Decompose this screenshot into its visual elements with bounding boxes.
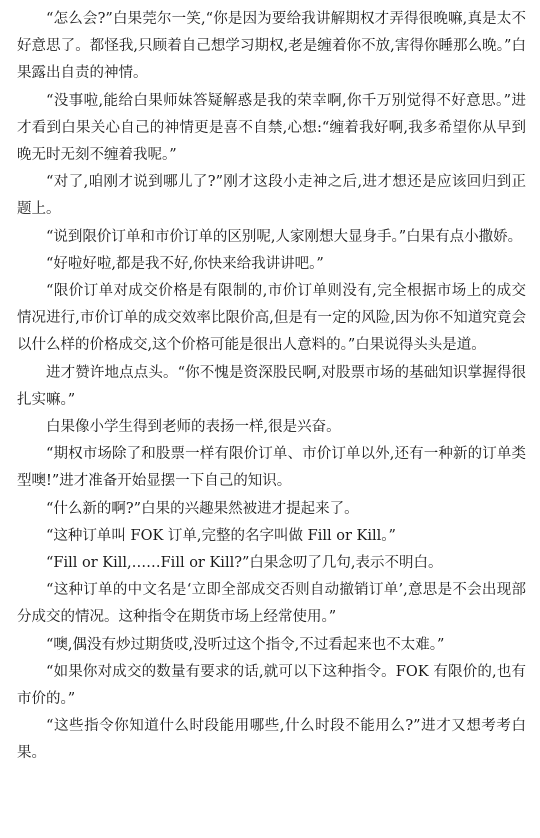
paragraph: 白果像小学生得到老师的表扬一样,很是兴奋。 — [46, 419, 341, 436]
paragraph: “没事啦,能给白果师妹答疑解惑是我的荣幸啊,你千万别觉得不好意思。”进才看到白果关心自己的神情更是喜不自禁,心想:“缠着我好啊,我多希望你从早到晚无时无刻不缠着我呢。” — [17, 92, 526, 164]
paragraph: “这种订单的中文名是‘立即全部成交否则自动撤销订单’,意思是不会出现部分成交的情况。这种指令在期货市场上经常使用。” — [17, 582, 526, 626]
paragraph: “对了,咱刚才说到哪儿了?”刚才这段小走神之后,进才想还是应该回归到正题上。 — [17, 174, 526, 218]
paragraph: “说到限价订单和市价订单的区别呢,人家刚想大显身手。”白果有点小撒娇。 — [46, 228, 523, 245]
paragraph: “什么新的啊?”白果的兴趣果然被进才提起来了。 — [46, 500, 359, 517]
paragraph: “这种订单叫 FOK 订单,完整的名字叫做 Fill or Kill。” — [46, 527, 396, 544]
paragraph: “这些指令你知道什么时段能用哪些,什么时段不能用么?”进才又想考考白果。 — [17, 718, 526, 762]
paragraph: “限价订单对成交价格是有限制的,市价订单则没有,完全根据市场上的成交情况进行,市价订单的成交效率比限价高,但是有一定的风险,因为你不知道究竟会以什么样的价格成交,这个价格可能是很出人意料的。”白果说得头头是道。 — [17, 283, 526, 354]
paragraph: “好啦好啦,都是我不好,你快来给我讲讲吧。” — [46, 255, 324, 272]
paragraph: “如果你对成交的数量有要求的话,就可以下这种指令。FOK 有限价的,也有市价的。” — [17, 663, 526, 708]
paragraph: “噢,偶没有炒过期货哎,没听过这个指令,不过看起来也不太难。” — [46, 636, 445, 653]
paragraph: “期权市场除了和股票一样有限价订单、市价订单以外,还有一种新的订单类型噢!”进才准备开始显摆一下自己的知识。 — [17, 446, 526, 490]
paragraph: “怎么会?”白果莞尔一笑,“你是因为要给我讲解期权才弄得很晚嘛,真是太不好意思了。都怪我,只顾着自己想学习期权,老是缠着你不放,害得你睡那么晚。”白果露出自责的神情。 — [17, 11, 526, 82]
paragraph: “Fill or Kill,……Fill or Kill?”白果念叨了几句,表示不明白。 — [46, 555, 443, 572]
paragraph: 进才赞许地点点头。“你不愧是资深股民啊,对股票市场的基础知识掌握得很扎实嘛。” — [17, 364, 526, 408]
